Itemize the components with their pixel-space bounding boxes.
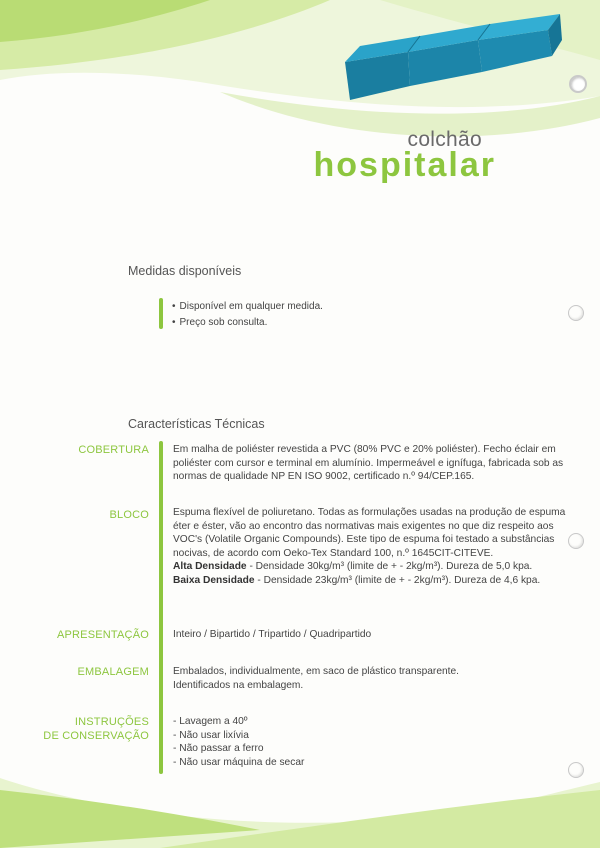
care-list [173, 715, 585, 769]
list-item: • Preço sob consulta. [172, 315, 323, 331]
conservacao-label-line-1: INSTRUÇÕES [74, 716, 149, 728]
cobertura-label: COBERTURA [78, 444, 149, 456]
conservacao-block [173, 715, 585, 769]
embalagem-line-2: Identificados na embalagem. [173, 679, 304, 691]
specs-accent-bar [159, 441, 163, 774]
embalagem-block [173, 665, 585, 692]
binder-hole-upper [568, 305, 584, 321]
embalagem-line-1: Embalados, individualmente, em saco de plástico transparente. [173, 666, 459, 677]
specs-heading: Características Técnicas [128, 417, 265, 431]
title-subtitle: colchão [407, 128, 482, 151]
sizes-list [172, 299, 323, 331]
apresentacao-label: APRESENTAÇÃO [56, 629, 149, 641]
bloco-label: BLOCO [109, 509, 149, 521]
alta-densidade-text: - Densidade 30kg/m³ (limite de + - 2kg/m³). Dureza de 5,0 kpa. [246, 561, 533, 573]
list-item: - Não passar a ferro [173, 743, 264, 755]
alta-densidade-line [173, 560, 585, 574]
conservacao-label [43, 715, 149, 743]
alta-densidade-label: Alta Densidade [173, 561, 247, 573]
bloco-block [173, 506, 585, 588]
binder-hole-top [569, 75, 587, 93]
list-item: - Não usar lixívia [173, 729, 249, 741]
embalagem-label: EMBALAGEM [77, 666, 149, 678]
baixa-densidade-text: - Densidade 23kg/m³ (limite de + - 2kg/m³). Dureza de 4,6 kpa. [254, 574, 541, 586]
conservacao-label-line-2: DE CONSERVAÇÃO [43, 730, 149, 742]
cobertura-text: Em malha de poliéster revestida a PVC (80% PVC e 20% poliéster). Fecho éclair em poliéster com cursor e terminal em alumínio. Impermeável e ignífuga, fabricada sob as normas de qualidade NP EN ISO 9002, certificado n.º 94/CEP.165. [173, 444, 564, 483]
sizes-accent-bar [159, 298, 163, 329]
apresentacao-text: Inteiro / Bipartido / Tripartido / Quadripartido [173, 629, 372, 640]
list-item: • Disponível em qualquer medida. [172, 299, 323, 315]
bloco-text: Espuma flexível de poliuretano. Todas as formulações usadas na produção de espuma éter e éster, vão ao encontro das normativas mais exigentes no que diz respeito aos VOC's (Volatile Organic Compounds). Este tipo de espuma foi testado a substâncias nocivas, de acordo com Oeko-Tex Standard 100, n.º 1645CIT-CITEVE. [173, 507, 566, 559]
sizes-heading: Medidas disponíveis [128, 264, 242, 278]
page-title: hospitalar [313, 146, 496, 184]
list-item: - Lavagem a 40º [173, 716, 248, 727]
baixa-densidade-line [173, 574, 585, 588]
list-item: - Não usar máquina de secar [173, 756, 305, 768]
bottom-swoosh-mid [160, 790, 600, 848]
baixa-densidade-label: Baixa Densidade [173, 574, 255, 586]
